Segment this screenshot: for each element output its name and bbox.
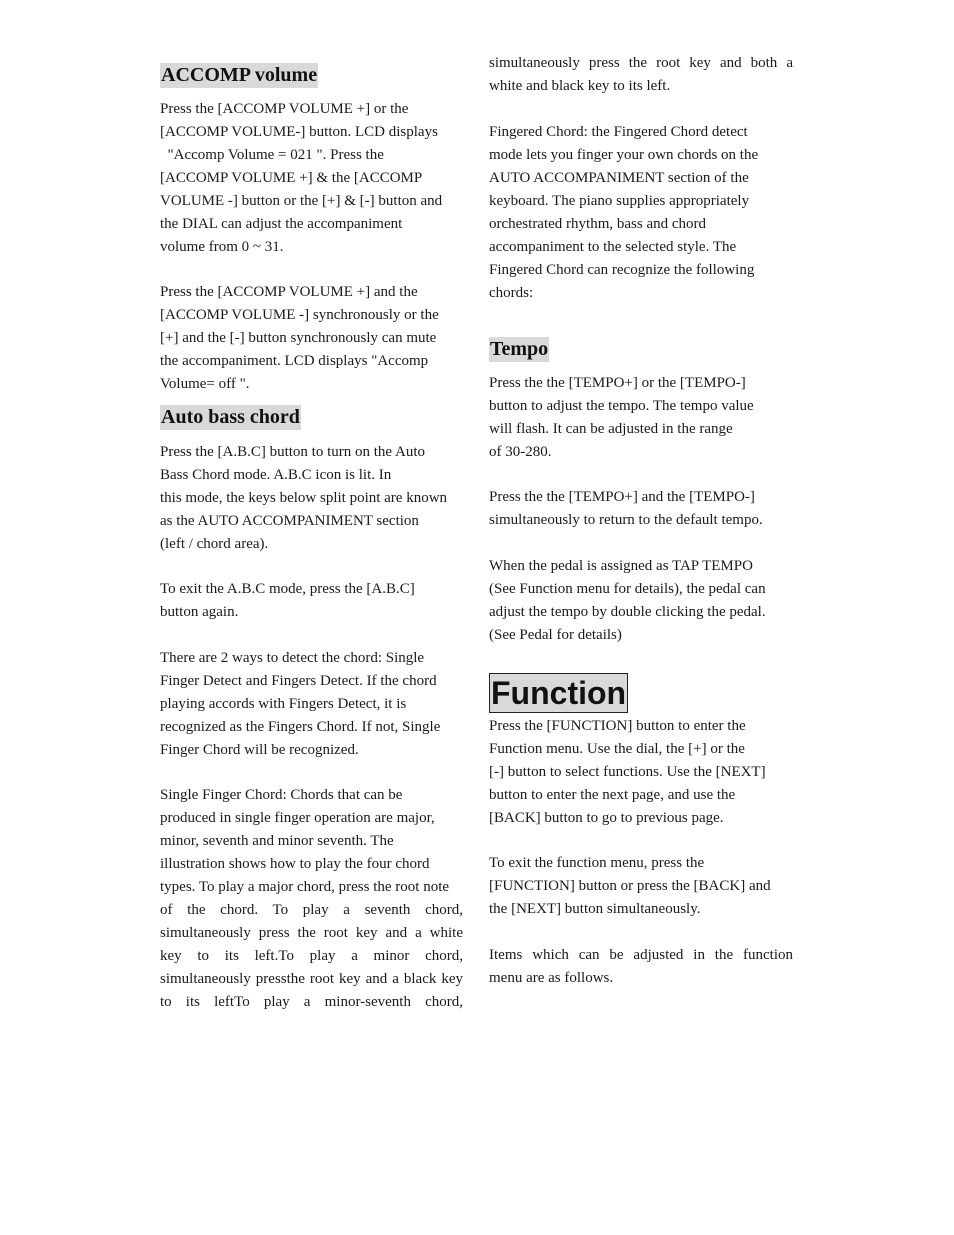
- text-line: will flash. It can be adjusted in the range: [489, 421, 733, 437]
- accomp-volume-paragraph-2: [160, 281, 463, 396]
- function-paragraph-1: [489, 715, 793, 830]
- text-line: When the pedal is assigned as TAP TEMPO: [489, 558, 753, 574]
- text-line: playing accords with Fingers Detect, it is: [160, 696, 407, 712]
- text-line: mode lets you finger your own chords on the: [489, 147, 759, 163]
- text-line: button to enter the next page, and use the: [489, 787, 736, 803]
- text-line: (See Function menu for details), the pedal can: [489, 581, 766, 597]
- text-line: chords:: [489, 285, 534, 301]
- text-line: (left / chord area).: [160, 536, 269, 552]
- text-line: [BACK] button to go to previous page.: [489, 810, 724, 826]
- text-line: To exit the function menu, press the: [489, 855, 705, 871]
- text-line: VOLUME -] button or the [+] & [-] button and: [160, 193, 443, 209]
- text-line: simultaneously to return to the default tempo.: [489, 512, 763, 528]
- text-line: keyboard. The piano supplies appropriately: [489, 193, 750, 209]
- text-line: button again.: [160, 604, 239, 620]
- text-line: of 30-280.: [489, 444, 552, 460]
- accomp-volume-heading-wrap: [160, 63, 463, 88]
- tempo-paragraph-1: [489, 372, 793, 464]
- text-line: "Accomp Volume = 021 ". Press the: [160, 147, 384, 163]
- tempo-paragraph-3: [489, 555, 793, 647]
- text-line: [ACCOMP VOLUME -] synchronously or the: [160, 307, 439, 323]
- text-line: this mode, the keys below split point are known: [160, 490, 448, 506]
- text-line: orchestrated rhythm, bass and chord: [489, 216, 707, 232]
- text-line: Press the [ACCOMP VOLUME +] and the: [160, 284, 418, 300]
- text-line: Press the the [TEMPO+] and the [TEMPO-]: [489, 489, 755, 505]
- text-line: button to adjust the tempo. The tempo value: [489, 398, 754, 414]
- text-line: accompaniment to the selected style. The: [489, 239, 737, 255]
- tempo-heading-wrap: [489, 337, 793, 362]
- text-line: Fingered Chord can recognize the following: [489, 262, 755, 278]
- tempo-heading: Tempo: [490, 338, 549, 360]
- function-paragraph-2: [489, 852, 793, 921]
- text-line: Press the [ACCOMP VOLUME +] or the: [160, 101, 409, 117]
- text-line: minor, seventh and minor seventh. The: [160, 833, 394, 849]
- text-line: simultaneously pressthe root key and a black key: [160, 971, 463, 987]
- text-line: Press the [FUNCTION] button to enter the: [489, 718, 746, 734]
- auto-bass-chord-paragraph-3: [160, 647, 463, 762]
- text-line: the DIAL can adjust the accompaniment: [160, 216, 403, 232]
- text-line: Function menu. Use the dial, the [+] or the: [489, 741, 745, 757]
- text-line: volume from 0 ~ 31.: [160, 239, 284, 255]
- text-line: There are 2 ways to detect the chord: Single: [160, 650, 425, 666]
- text-line: key to its left.To play a minor chord,: [160, 948, 463, 964]
- text-line: the [NEXT] button simultaneously.: [489, 901, 701, 917]
- text-line: menu are as follows.: [489, 970, 614, 986]
- text-line: illustration shows how to play the four chord: [160, 856, 430, 872]
- text-line: Press the the [TEMPO+] or the [TEMPO-]: [489, 375, 746, 391]
- text-line: [+] and the [-] button synchronously can mute: [160, 330, 437, 346]
- continued-paragraph: [489, 52, 793, 98]
- text-line: of the chord. To play a seventh chord,: [160, 902, 463, 918]
- tempo-paragraph-2: [489, 486, 793, 532]
- accomp-volume-paragraph-1: [160, 98, 463, 259]
- text-line: Fingered Chord: the Fingered Chord detect: [489, 124, 748, 140]
- accomp-volume-heading: ACCOMP volume: [161, 64, 318, 86]
- auto-bass-chord-heading: Auto bass chord: [161, 406, 300, 428]
- text-line: recognized as the Fingers Chord. If not, Single: [160, 719, 441, 735]
- text-line: [ACCOMP VOLUME +] & the [ACCOMP: [160, 170, 423, 186]
- auto-bass-chord-heading-wrap: [160, 405, 463, 430]
- text-line: white and black key to its left.: [489, 78, 671, 94]
- text-line: Volume= off ".: [160, 376, 250, 392]
- text-line: [ACCOMP VOLUME-] button. LCD displays: [160, 124, 438, 140]
- text-line: Bass Chord mode. A.B.C icon is lit. In: [160, 467, 392, 483]
- text-line: adjust the tempo by double clicking the pedal.: [489, 604, 766, 620]
- text-line: the accompaniment. LCD displays "Accomp: [160, 353, 429, 369]
- text-line: Press the [A.B.C] button to turn on the Auto: [160, 444, 425, 460]
- text-line: [FUNCTION] button or press the [BACK] and: [489, 878, 771, 894]
- function-heading: Function: [491, 675, 627, 711]
- text-line: produced in single finger operation are major,: [160, 810, 435, 826]
- text-line: to its leftTo play a minor-seventh chord,: [160, 994, 463, 1010]
- text-line: To exit the A.B.C mode, press the [A.B.C]: [160, 581, 415, 597]
- text-line: simultaneously press the root key and a white: [160, 925, 463, 941]
- text-line: Finger Detect and Fingers Detect. If the chord: [160, 673, 437, 689]
- text-line: (See Pedal for details): [489, 627, 622, 643]
- text-line: Finger Chord will be recognized.: [160, 742, 359, 758]
- auto-bass-chord-paragraph-1: [160, 441, 463, 556]
- text-line: simultaneously press the root key and both a: [489, 55, 793, 71]
- text-line: types. To play a major chord, press the root note: [160, 879, 450, 895]
- function-paragraph-3: [489, 944, 793, 990]
- text-line: as the AUTO ACCOMPANIMENT section: [160, 513, 419, 529]
- text-line: AUTO ACCOMPANIMENT section of the: [489, 170, 749, 186]
- text-line: [-] button to select functions. Use the [NEXT]: [489, 764, 766, 780]
- fingered-chord-paragraph: [489, 121, 793, 305]
- auto-bass-chord-paragraph-4: [160, 784, 463, 1014]
- text-line: Items which can be adjusted in the function: [489, 947, 793, 963]
- auto-bass-chord-paragraph-2: [160, 578, 463, 624]
- function-heading-wrap: [489, 673, 793, 713]
- text-line: Single Finger Chord: Chords that can be: [160, 787, 403, 803]
